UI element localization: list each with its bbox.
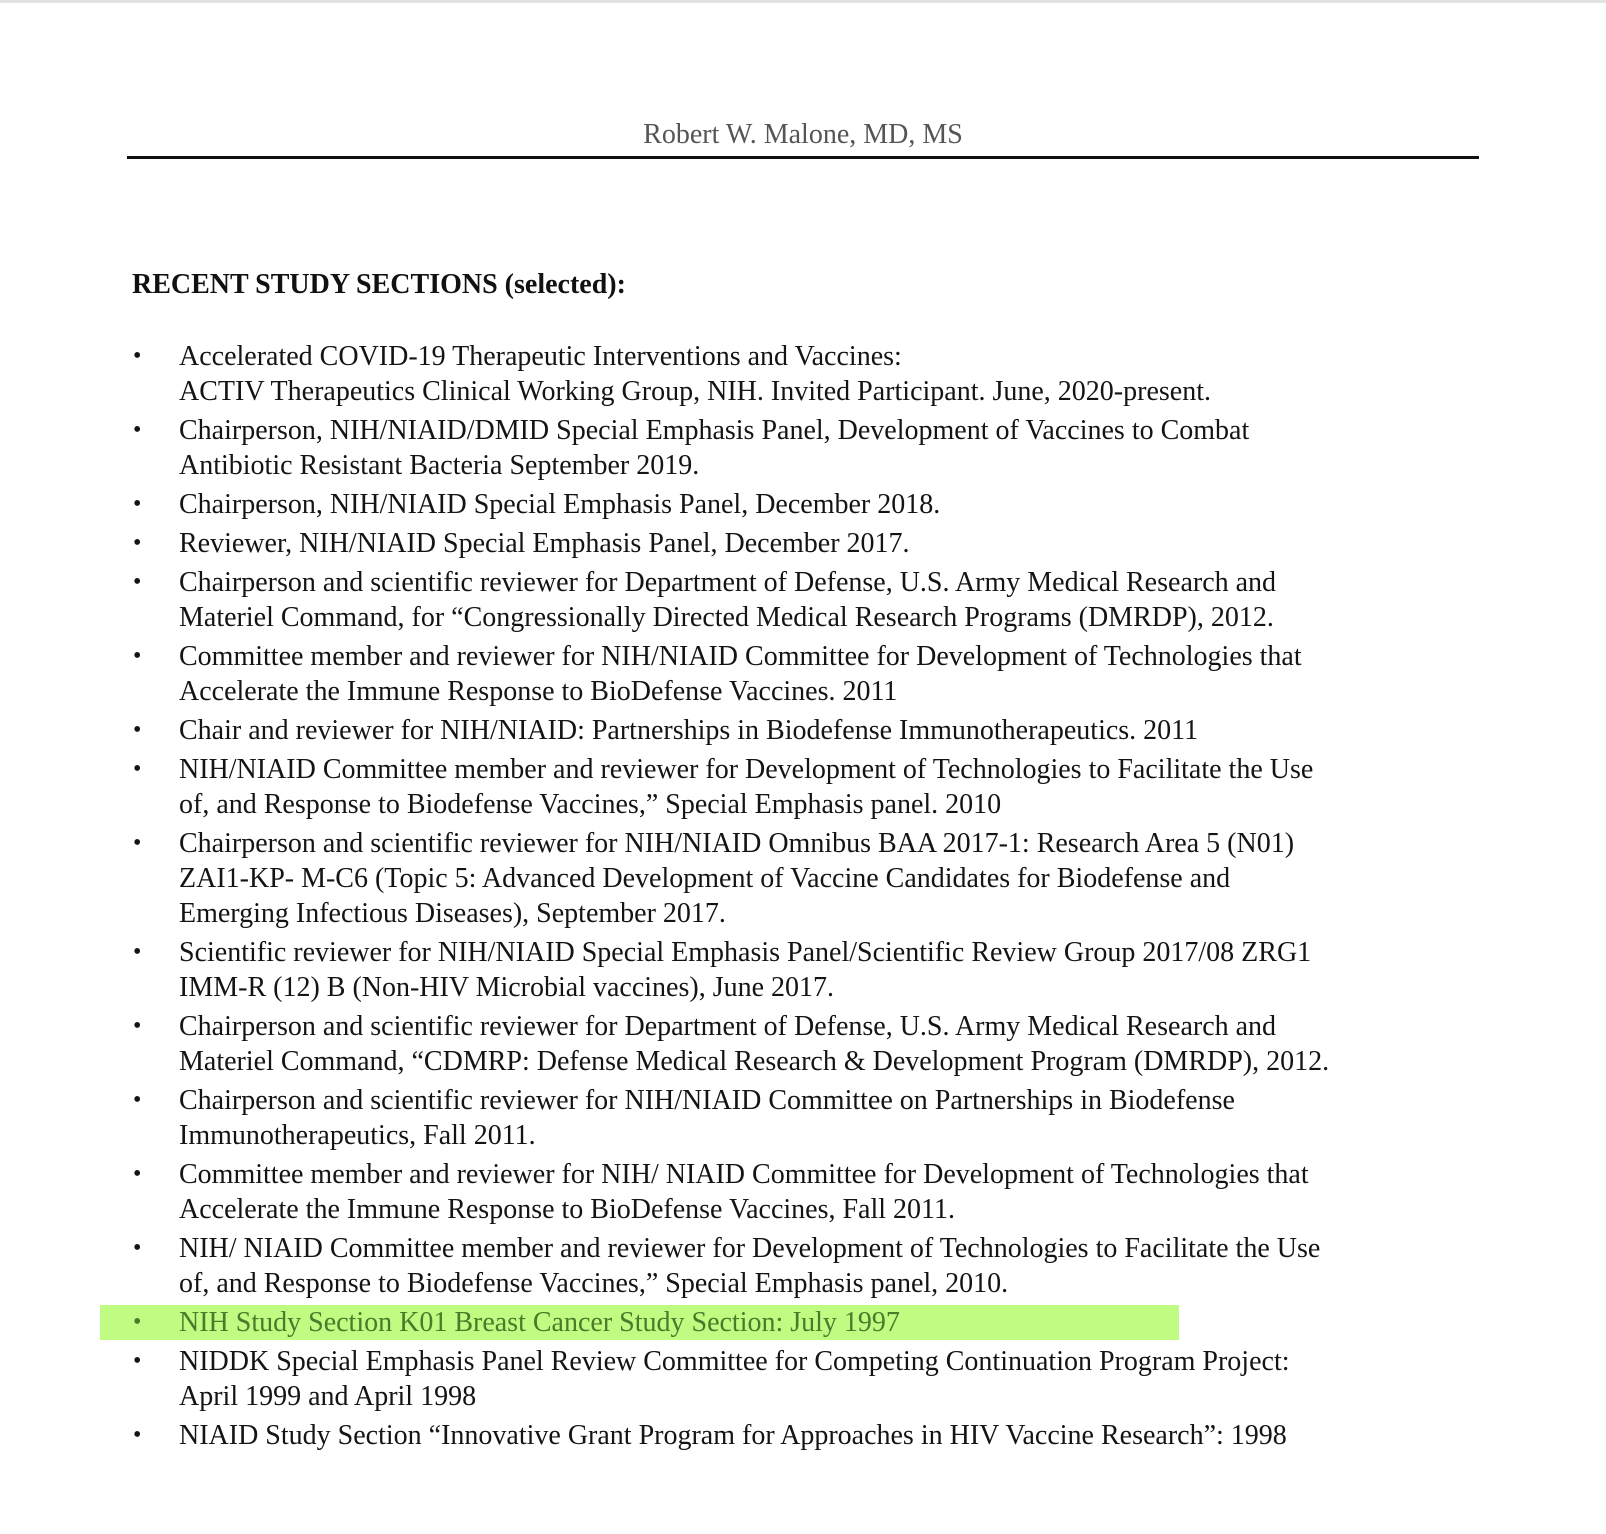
bullet-icon: • <box>133 1422 142 1448</box>
list-item-highlighted <box>100 1305 1179 1340</box>
list-item-line: Reviewer, NIH/NIAID Special Emphasis Panel, December 2017. <box>179 528 910 559</box>
list-item-line: Accelerated COVID-19 Therapeutic Interventions and Vaccines: <box>179 341 902 372</box>
list-item-line: Antibiotic Resistant Bacteria September 2019. <box>179 450 700 481</box>
list-item <box>100 826 1520 931</box>
list-item-line: Chairperson and scientific reviewer for NIH/NIAID Committee on Partnerships in Biodefense <box>179 1085 1235 1116</box>
bullet-icon: • <box>133 717 142 743</box>
list-item-line: Chairperson and scientific reviewer for Department of Defense, U.S. Army Medical Research and <box>179 567 1277 598</box>
list-item-line: Committee member and reviewer for NIH/NIAID Committee for Development of Technologies that <box>179 641 1302 672</box>
bullet-icon: • <box>133 343 142 369</box>
bullet-icon: • <box>133 1161 142 1187</box>
bullet-icon: • <box>133 643 142 669</box>
list-item-line: ACTIV Therapeutics Clinical Working Group, NIH. Invited Participant. June, 2020-present. <box>179 376 1211 407</box>
list-item <box>100 526 1520 561</box>
list-item-line: NIH Study Section K01 Breast Cancer Study Section: July 1997 <box>179 1307 900 1338</box>
list-item-line: of, and Response to Biodefense Vaccines,” Special Emphasis panel, 2010. <box>179 1268 1009 1299</box>
list-item <box>100 1418 1520 1453</box>
list-item <box>100 1157 1520 1227</box>
bullet-icon: • <box>133 1013 142 1039</box>
list-item <box>100 413 1520 483</box>
list-item-line: NIDDK Special Emphasis Panel Review Committee for Competing Continuation Program Project: <box>179 1346 1290 1377</box>
bullet-icon: • <box>133 1309 142 1335</box>
list-item <box>100 565 1520 635</box>
bullet-icon: • <box>133 1348 142 1374</box>
bullet-icon: • <box>133 417 142 443</box>
list-item-line: Chairperson, NIH/NIAID/DMID Special Emphasis Panel, Development of Vaccines to Combat <box>179 415 1250 446</box>
list-item-line: Immunotherapeutics, Fall 2011. <box>179 1120 536 1151</box>
list-item <box>100 713 1520 748</box>
list-item <box>100 935 1520 1005</box>
bullet-icon: • <box>133 756 142 782</box>
list-item <box>100 1009 1520 1079</box>
list-item-line: NIH/ NIAID Committee member and reviewer for Development of Technologies to Facilitate the Use <box>179 1233 1321 1264</box>
list-item <box>100 752 1520 822</box>
section-heading: RECENT STUDY SECTIONS (selected): <box>132 269 626 300</box>
list-item <box>100 1344 1520 1414</box>
list-item-line: NIH/NIAID Committee member and reviewer for Development of Technologies to Facilitate the Use <box>179 754 1314 785</box>
list-item <box>100 1083 1520 1153</box>
bullet-icon: • <box>133 939 142 965</box>
list-item-line: IMM-R (12) B (Non-HIV Microbial vaccines), June 2017. <box>179 972 835 1003</box>
list-item-line: Emerging Infectious Diseases), September 2017. <box>179 898 726 929</box>
list-item-line: Committee member and reviewer for NIH/ NIAID Committee for Development of Technologies that <box>179 1159 1309 1190</box>
bullet-icon: • <box>133 491 142 517</box>
list-item-line: Accelerate the Immune Response to BioDefense Vaccines. 2011 <box>179 676 898 707</box>
bullet-icon: • <box>133 569 142 595</box>
page-top-edge <box>0 0 1606 3</box>
list-item-line: Materiel Command, for “Congressionally Directed Medical Research Programs (DMRDP), 2012. <box>179 602 1274 633</box>
bullet-icon: • <box>133 1235 142 1261</box>
list-item-line: Chairperson, NIH/NIAID Special Emphasis Panel, December 2018. <box>179 489 941 520</box>
list-item <box>100 339 1520 409</box>
list-item <box>100 639 1520 709</box>
list-item-line: Materiel Command, “CDMRP: Defense Medical Research & Development Program (DMRDP), 2012. <box>179 1046 1330 1077</box>
list-item <box>100 1231 1520 1301</box>
list-item-line: NIAID Study Section “Innovative Grant Program for Approaches in HIV Vaccine Research”: 1998 <box>179 1420 1287 1451</box>
bullet-icon: • <box>133 830 142 856</box>
page-header <box>127 118 1479 158</box>
header-author-name: Robert W. Malone, MD, MS <box>643 119 963 150</box>
list-item-line: Accelerate the Immune Response to BioDefense Vaccines, Fall 2011. <box>179 1194 955 1225</box>
list-item-line: Scientific reviewer for NIH/NIAID Special Emphasis Panel/Scientific Review Group 2017/08 ZRG1 <box>179 937 1312 968</box>
study-sections-list <box>100 339 1520 1457</box>
list-item-line: Chair and reviewer for NIH/NIAID: Partnerships in Biodefense Immunotherapeutics. 2011 <box>179 715 1199 746</box>
bullet-icon: • <box>133 1087 142 1113</box>
list-item-line: Chairperson and scientific reviewer for NIH/NIAID Omnibus BAA 2017-1: Research Area 5 (N01) <box>179 828 1295 859</box>
bullet-icon: • <box>133 530 142 556</box>
list-item <box>100 487 1520 522</box>
list-item-line: April 1999 and April 1998 <box>179 1381 477 1412</box>
list-item-line: of, and Response to Biodefense Vaccines,” Special Emphasis panel. 2010 <box>179 789 1002 820</box>
list-item-line: Chairperson and scientific reviewer for Department of Defense, U.S. Army Medical Research and <box>179 1011 1277 1042</box>
header-rule <box>127 156 1479 159</box>
list-item-line: ZAI1-KP- M-C6 (Topic 5: Advanced Development of Vaccine Candidates for Biodefense and <box>179 863 1231 894</box>
